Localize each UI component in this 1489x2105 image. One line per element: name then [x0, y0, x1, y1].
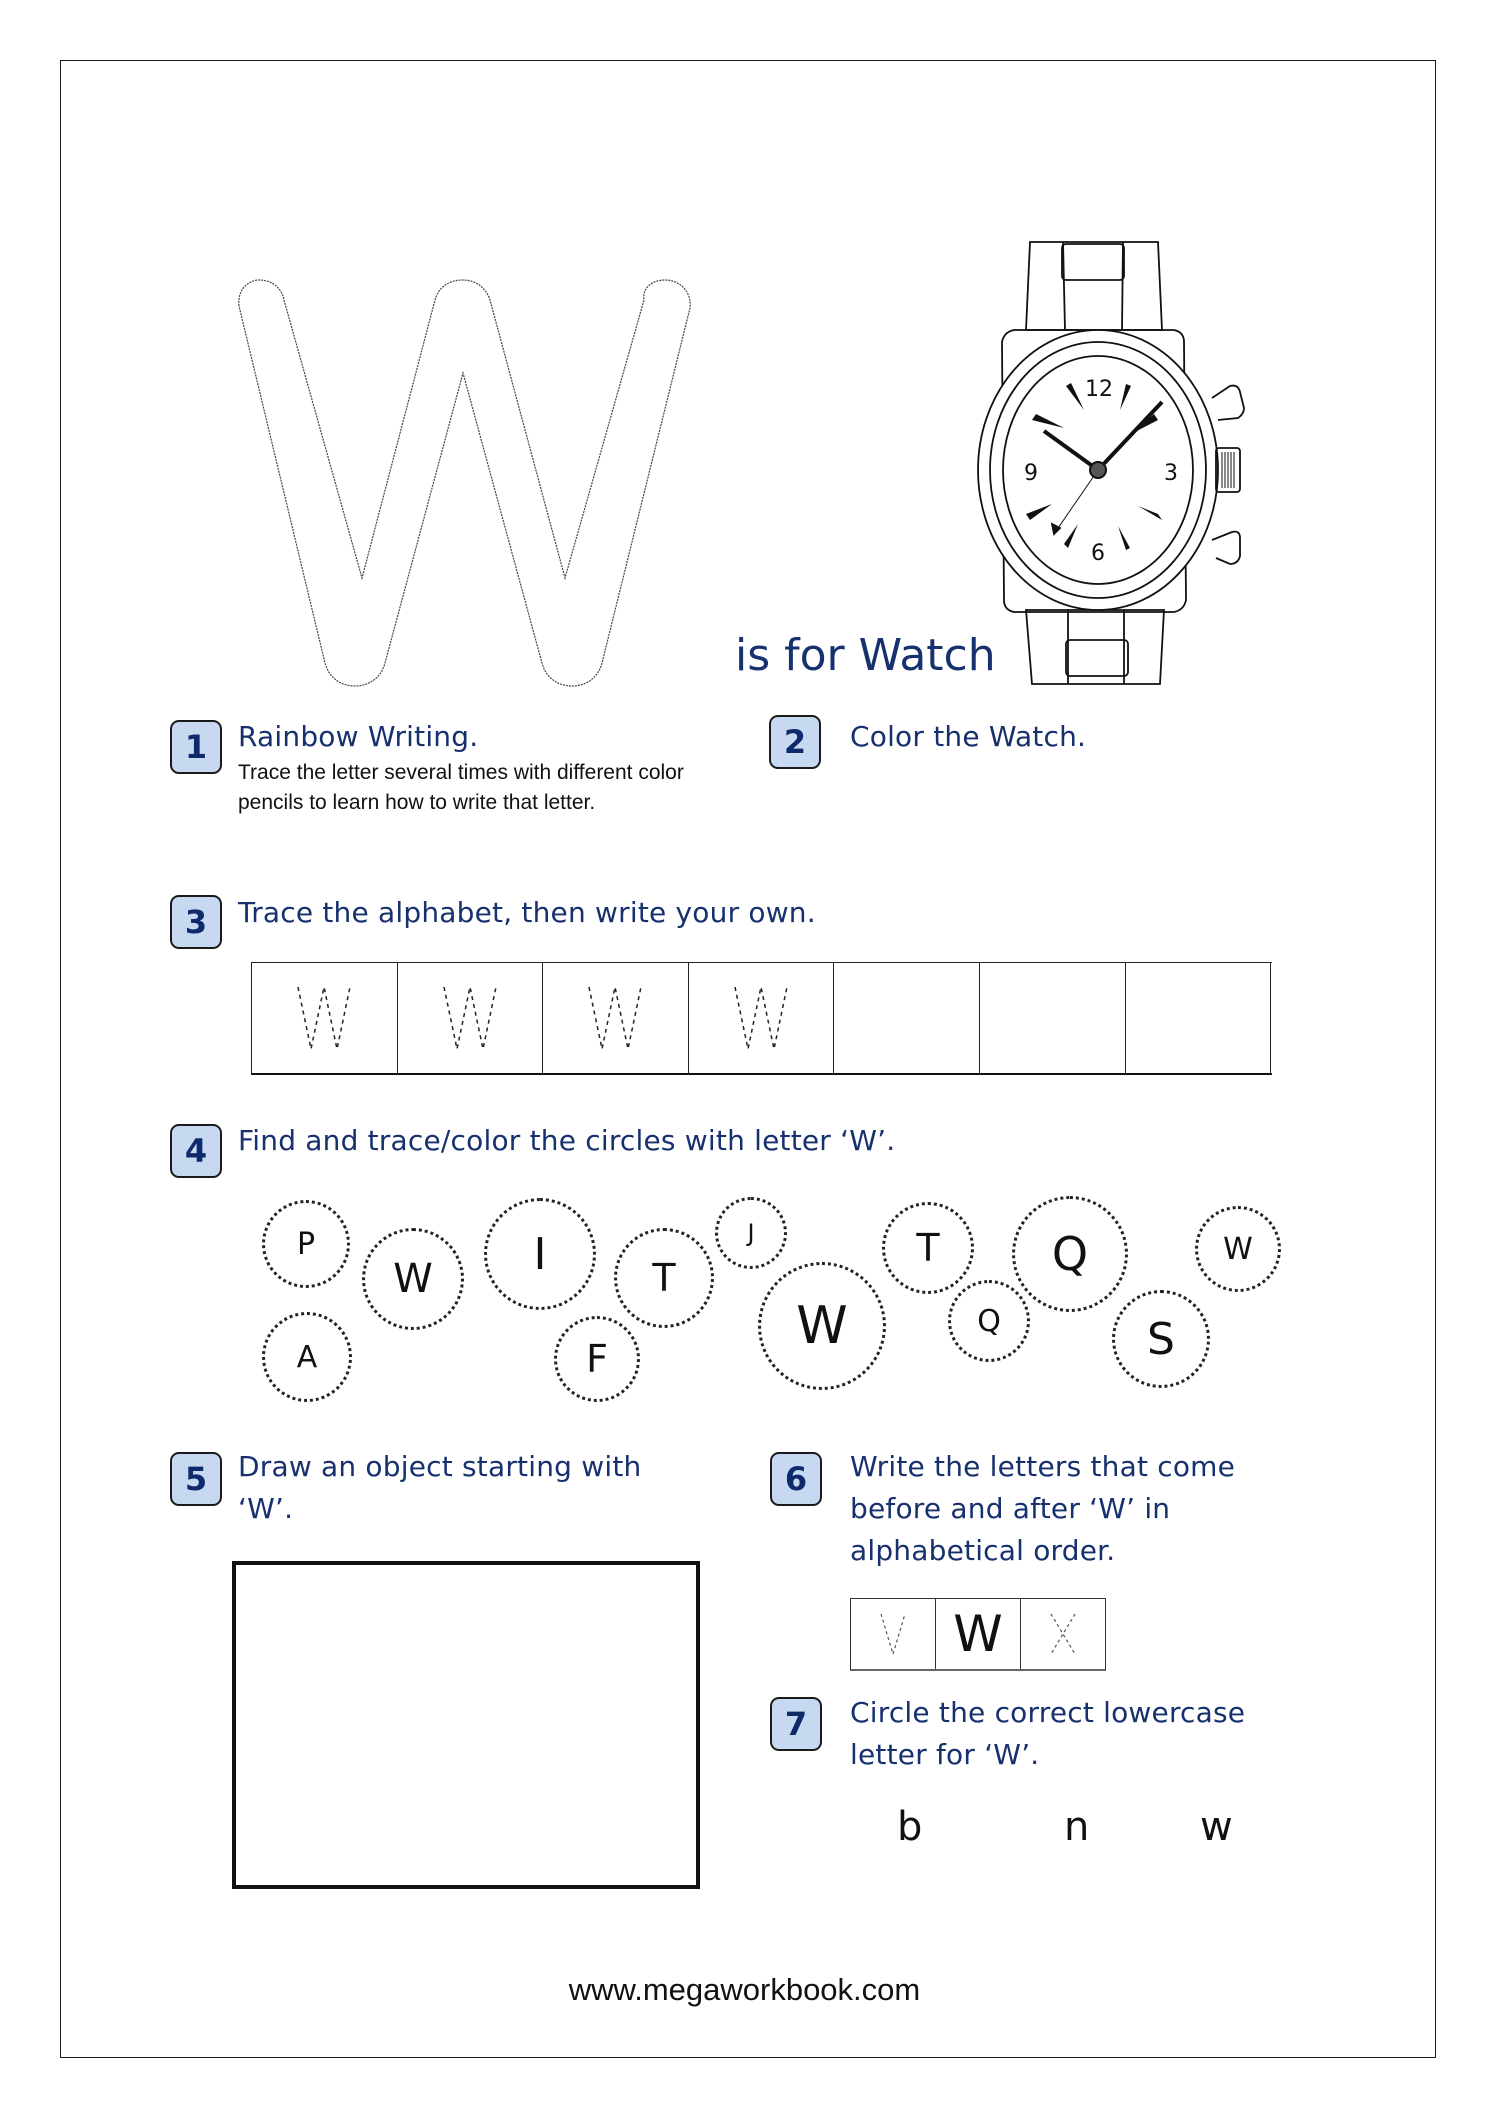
after-letter-cell[interactable] — [1021, 1599, 1105, 1669]
letter-circle-w[interactable] — [758, 1262, 886, 1390]
circle-letter: F — [586, 1337, 608, 1381]
section-6-title: Write the letters that come before and after ‘W’ in alphabetical order. — [850, 1450, 1236, 1567]
dotted-v-glyph — [878, 1611, 908, 1657]
circle-letter: J — [747, 1219, 755, 1247]
svg-text:3: 3 — [1164, 461, 1178, 486]
trace-grid — [251, 962, 1272, 1075]
section-1-title: Rainbow Writing. — [238, 720, 479, 753]
letter-circle-w[interactable] — [1195, 1206, 1281, 1292]
letter-circle-f[interactable] — [554, 1316, 640, 1402]
section-5-title: Draw an object starting with ‘W’. — [238, 1450, 642, 1525]
trace-cell[interactable] — [252, 963, 398, 1073]
section-1-description: Trace the letter several times with different color pencils to learn how to write that letter. — [238, 761, 684, 814]
circle-letter: W — [1223, 1231, 1253, 1267]
write-cell[interactable] — [1126, 963, 1272, 1073]
circle-letter: Q — [977, 1303, 1001, 1339]
section-2-title: Color the Watch. — [850, 720, 1087, 753]
section-1-badge: 1 — [170, 720, 222, 774]
letter-circle-q[interactable] — [948, 1280, 1030, 1362]
svg-text:9: 9 — [1024, 461, 1038, 486]
section-4-title: Find and trace/color the circles with letter ‘W’. — [238, 1124, 896, 1157]
trace-cell[interactable] — [689, 963, 835, 1073]
letter-circle-w[interactable] — [362, 1228, 464, 1330]
letter-circle-p[interactable] — [262, 1200, 350, 1288]
section-4-badge: 4 — [170, 1124, 222, 1178]
given-letter: W — [953, 1605, 1003, 1663]
circle-letter: W — [796, 1296, 848, 1356]
svg-text:12: 12 — [1085, 377, 1113, 402]
section-3-badge: 3 — [170, 895, 222, 949]
letter-circle-q[interactable] — [1012, 1196, 1128, 1312]
circle-letter: A — [296, 1339, 318, 1375]
circle-letter: I — [533, 1228, 547, 1280]
before-letter-cell[interactable] — [851, 1599, 936, 1669]
footer-url[interactable]: www.megaworkbook.com — [568, 1972, 921, 2007]
choice-b[interactable]: b — [897, 1804, 923, 1850]
dotted-w-glyph — [440, 983, 500, 1053]
circle-letter: T — [652, 1256, 676, 1300]
section-7-title: Circle the correct lowercase letter for ‘W’. — [850, 1696, 1246, 1771]
section-7-badge: 7 — [770, 1697, 822, 1751]
write-cell[interactable] — [834, 963, 980, 1073]
circle-letter: W — [393, 1256, 433, 1302]
dotted-w-glyph — [294, 983, 354, 1053]
letter-circle-t[interactable] — [882, 1202, 974, 1294]
letter-circle-s[interactable] — [1112, 1290, 1210, 1388]
letter-circle-a[interactable] — [262, 1312, 352, 1402]
choice-w[interactable]: w — [1200, 1804, 1233, 1850]
section-5-badge: 5 — [170, 1452, 222, 1506]
dotted-w-glyph — [585, 983, 645, 1053]
section-3-title: Trace the alphabet, then write your own. — [238, 896, 816, 929]
trace-cell[interactable] — [398, 963, 544, 1073]
trace-cell[interactable] — [543, 963, 689, 1073]
letter-circle-j[interactable] — [715, 1197, 787, 1269]
caption-is-for-watch: is for Watch — [735, 630, 996, 681]
svg-text:6: 6 — [1091, 541, 1105, 566]
choice-n[interactable]: n — [1064, 1804, 1090, 1850]
circle-letter: P — [296, 1226, 316, 1262]
letter-circle-t[interactable] — [614, 1228, 714, 1328]
drawing-box[interactable] — [232, 1561, 700, 1889]
circle-letter: T — [916, 1226, 940, 1270]
letter-circle-i[interactable] — [484, 1198, 596, 1310]
section-2-badge: 2 — [769, 715, 821, 769]
letter-sequence-box — [850, 1598, 1106, 1671]
letter-outline-w — [232, 278, 694, 690]
given-letter-cell — [936, 1599, 1021, 1669]
section-6-badge: 6 — [770, 1452, 822, 1506]
circle-letter: Q — [1051, 1227, 1089, 1281]
dotted-x-glyph — [1048, 1611, 1078, 1657]
circle-letter: S — [1147, 1313, 1175, 1365]
dotted-w-glyph — [731, 983, 791, 1053]
write-cell[interactable] — [980, 963, 1126, 1073]
watch-illustration — [968, 238, 1288, 688]
